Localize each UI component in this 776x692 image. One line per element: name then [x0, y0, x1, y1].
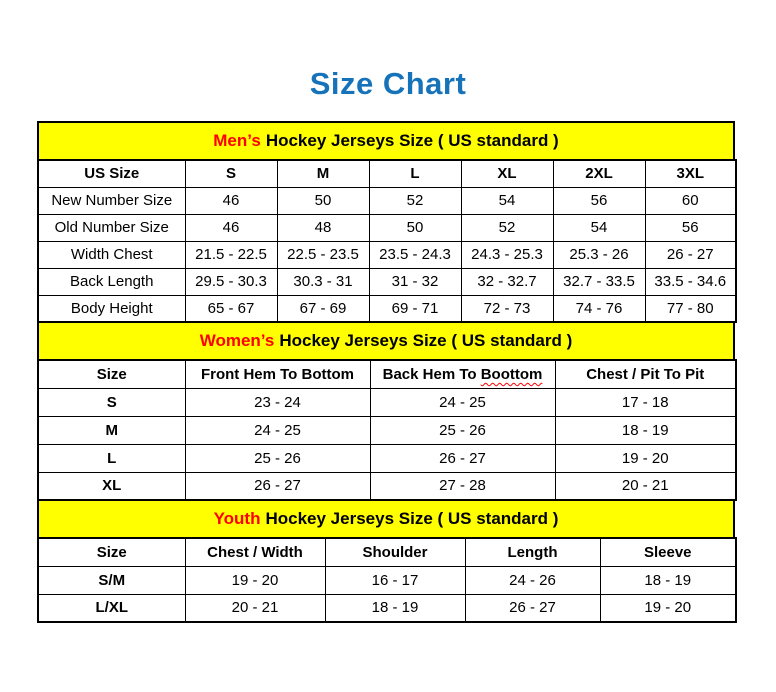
- size-value-cell: 18 - 19: [600, 566, 736, 594]
- row-label: XL: [38, 472, 185, 500]
- youth-size-table: [37, 537, 737, 623]
- column-header: Chest / Width: [185, 538, 325, 566]
- size-value-cell: 21.5 - 22.5: [185, 241, 277, 268]
- size-value-cell: 26 - 27: [465, 594, 600, 622]
- table-row: [38, 416, 736, 444]
- womens-heading-text: Hockey Jerseys Size ( US standard ): [279, 331, 573, 350]
- row-label: S/M: [38, 566, 185, 594]
- size-value-cell: 19 - 20: [600, 594, 736, 622]
- column-header: M: [277, 160, 369, 187]
- table-row: [38, 472, 736, 500]
- mens-section-header: [37, 121, 735, 161]
- size-value-cell: 56: [553, 187, 645, 214]
- size-value-cell: 19 - 20: [555, 444, 736, 472]
- size-value-cell: 32.7 - 33.5: [553, 268, 645, 295]
- size-value-cell: 18 - 19: [325, 594, 465, 622]
- size-value-cell: 25 - 26: [185, 444, 370, 472]
- table-row: [38, 594, 736, 622]
- size-value-cell: 48: [277, 214, 369, 241]
- size-value-cell: 46: [185, 214, 277, 241]
- column-header: Shoulder: [325, 538, 465, 566]
- size-value-cell: 24 - 25: [185, 416, 370, 444]
- row-label: L/XL: [38, 594, 185, 622]
- size-value-cell: 26 - 27: [370, 444, 555, 472]
- table-row: [38, 566, 736, 594]
- size-value-cell: 24 - 26: [465, 566, 600, 594]
- youth-heading-accent: Youth: [213, 509, 261, 528]
- size-value-cell: 23.5 - 24.3: [369, 241, 461, 268]
- size-value-cell: 24 - 25: [370, 388, 555, 416]
- row-label: Body Height: [38, 295, 185, 322]
- table-row: [38, 295, 736, 322]
- size-chart-sheet: [37, 121, 735, 623]
- mens-heading-text: Hockey Jerseys Size ( US standard ): [265, 131, 559, 150]
- size-value-cell: 29.5 - 30.3: [185, 268, 277, 295]
- womens-heading-accent: Women’s: [199, 331, 275, 350]
- size-value-cell: 23 - 24: [185, 388, 370, 416]
- column-header-text: Back Hem To: [382, 365, 477, 383]
- womens-section-header: [37, 321, 735, 361]
- size-value-cell: 24.3 - 25.3: [461, 241, 553, 268]
- youth-section-header: [37, 499, 735, 539]
- size-value-cell: 32 - 32.7: [461, 268, 553, 295]
- mens-heading-accent: Men’s: [213, 131, 261, 150]
- size-value-cell: 33.5 - 34.6: [645, 268, 736, 295]
- size-value-cell: 72 - 73: [461, 295, 553, 322]
- row-label: New Number Size: [38, 187, 185, 214]
- row-label: S: [38, 388, 185, 416]
- size-value-cell: 74 - 76: [553, 295, 645, 322]
- size-value-cell: 65 - 67: [185, 295, 277, 322]
- column-header: Chest / Pit To Pit: [555, 360, 736, 388]
- size-value-cell: 19 - 20: [185, 566, 325, 594]
- size-value-cell: 77 - 80: [645, 295, 736, 322]
- row-label: Old Number Size: [38, 214, 185, 241]
- column-header: XL: [461, 160, 553, 187]
- table-row: [38, 388, 736, 416]
- table-row: [38, 444, 736, 472]
- size-value-cell: 52: [461, 214, 553, 241]
- size-value-cell: 20 - 21: [185, 594, 325, 622]
- size-value-cell: 54: [553, 214, 645, 241]
- table-row: [38, 268, 736, 295]
- column-header: S: [185, 160, 277, 187]
- size-value-cell: 27 - 28: [370, 472, 555, 500]
- column-header: Size: [38, 360, 185, 388]
- size-value-cell: 30.3 - 31: [277, 268, 369, 295]
- size-value-cell: 22.5 - 23.5: [277, 241, 369, 268]
- misspelled-word: Boottom: [480, 365, 543, 383]
- size-value-cell: 50: [277, 187, 369, 214]
- size-value-cell: 56: [645, 214, 736, 241]
- size-value-cell: 17 - 18: [555, 388, 736, 416]
- size-value-cell: 20 - 21: [555, 472, 736, 500]
- size-value-cell: 26 - 27: [645, 241, 736, 268]
- row-label: Width Chest: [38, 241, 185, 268]
- size-value-cell: 18 - 19: [555, 416, 736, 444]
- size-value-cell: 52: [369, 187, 461, 214]
- size-value-cell: 25 - 26: [370, 416, 555, 444]
- column-header: L: [369, 160, 461, 187]
- column-header: US Size: [38, 160, 185, 187]
- column-header-back-hem: [370, 360, 555, 388]
- column-header: Front Hem To Bottom: [185, 360, 370, 388]
- column-header: Size: [38, 538, 185, 566]
- column-header: 3XL: [645, 160, 736, 187]
- mens-size-table: [37, 159, 737, 323]
- table-header-row: [38, 538, 736, 566]
- row-label: Back Length: [38, 268, 185, 295]
- size-value-cell: 67 - 69: [277, 295, 369, 322]
- womens-size-table: [37, 359, 737, 501]
- size-value-cell: 50: [369, 214, 461, 241]
- size-value-cell: 16 - 17: [325, 566, 465, 594]
- page-title: Size Chart: [309, 66, 467, 101]
- size-value-cell: 31 - 32: [369, 268, 461, 295]
- size-value-cell: 46: [185, 187, 277, 214]
- column-header: Length: [465, 538, 600, 566]
- table-header-row: [38, 160, 736, 187]
- row-label: M: [38, 416, 185, 444]
- size-value-cell: 54: [461, 187, 553, 214]
- size-value-cell: 69 - 71: [369, 295, 461, 322]
- size-value-cell: 60: [645, 187, 736, 214]
- table-row: [38, 214, 736, 241]
- size-value-cell: 26 - 27: [185, 472, 370, 500]
- size-value-cell: 25.3 - 26: [553, 241, 645, 268]
- column-header: Sleeve: [600, 538, 736, 566]
- column-header: 2XL: [553, 160, 645, 187]
- row-label: L: [38, 444, 185, 472]
- table-header-row: [38, 360, 736, 388]
- table-row: [38, 241, 736, 268]
- table-row: [38, 187, 736, 214]
- youth-heading-text: Hockey Jerseys Size ( US standard ): [265, 509, 559, 528]
